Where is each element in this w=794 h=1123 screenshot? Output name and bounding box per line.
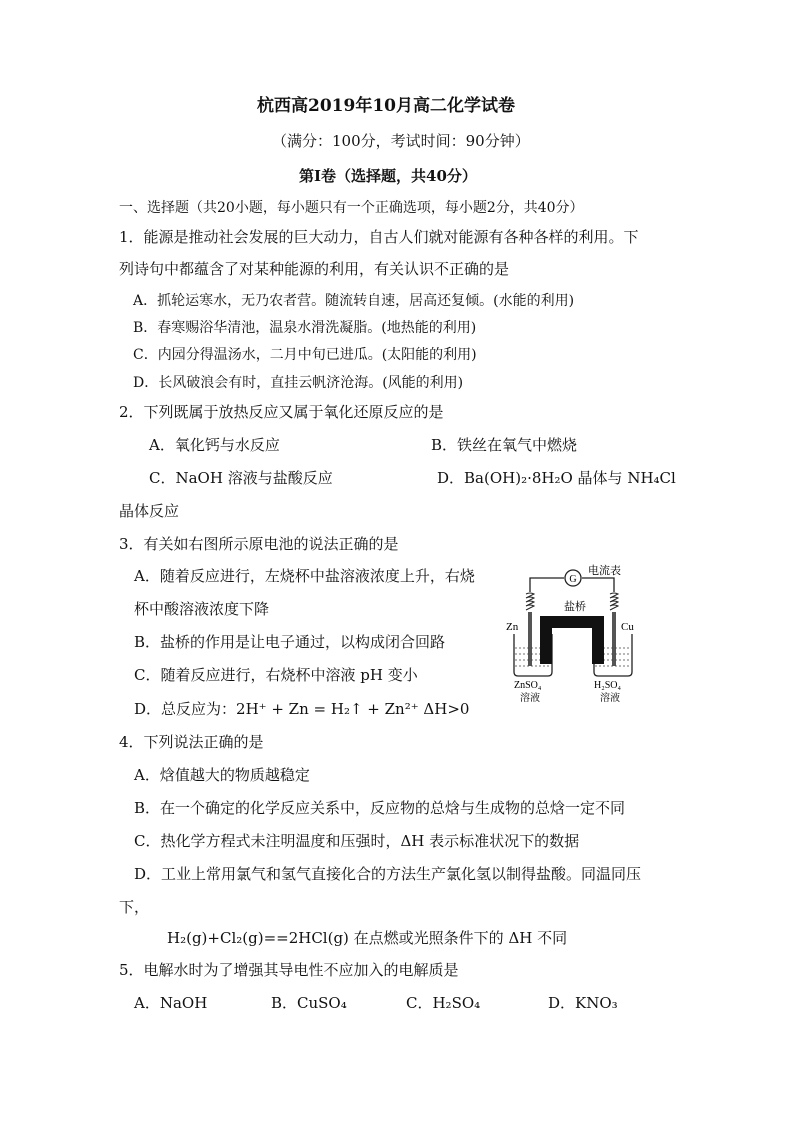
q1-stem-line2: 列诗句中都蕴含了对某种能源的利用，有关认识不正确的是 <box>119 260 510 278</box>
q2-option-d: D．Ba(OH)₂·8H₂O 晶体与 NH₄Cl <box>437 469 676 487</box>
q2-stem: 2．下列既属于放热反应又属于氧化还原反应的是 <box>119 403 444 421</box>
q4-option-c: C．热化学方程式未注明温度和压强时，ΔH 表示标准状况下的数据 <box>134 832 580 850</box>
q5-option-a: A．NaOH <box>134 994 208 1012</box>
left-solution-label: ZnSO₄ <box>514 680 542 691</box>
right-wire <box>582 578 614 592</box>
salt-bridge-label: 盐桥 <box>564 600 586 613</box>
q3-option-a-line2: 杯中酸溶液浓度下降 <box>134 600 270 618</box>
meter-label: 电流表 <box>588 564 621 577</box>
q3-option-c: C．随着反应进行，右烧杯中溶液 pH 变小 <box>134 666 418 684</box>
q3-stem: 3．有关如右图所示原电池的说法正确的是 <box>119 535 399 553</box>
q1-option-d: D．长风破浪会有时，直挂云帆济沧海。(风能的利用) <box>133 375 464 391</box>
galvanic-cell-figure <box>502 562 680 710</box>
q5-option-d: D．KNO₃ <box>548 994 618 1012</box>
q4-stem: 4．下列说法正确的是 <box>119 733 264 751</box>
q1-option-a: A．抓轮运寒水，无乃农者营。随流转自速，居高还复倾。(水能的利用) <box>133 293 575 309</box>
q2-option-d-cont: 晶体反应 <box>119 502 180 520</box>
copper-label: Cu <box>621 621 634 633</box>
q2-option-b: B．铁丝在氧气中燃烧 <box>431 436 578 454</box>
galvanometer-symbol: G <box>569 574 577 585</box>
q2-option-a: A．氧化钙与水反应 <box>149 436 280 454</box>
q4-option-b: B．在一个确定的化学反应关系中，反应物的总焓与生成物的总焓一定不同 <box>134 799 626 817</box>
q4-option-d-line2: 下， <box>119 898 150 916</box>
q4-option-a: A．焓值越大的物质越稳定 <box>134 766 310 784</box>
q3-option-d: D．总反应为：2H⁺ + Zn = H₂↑ + Zn²⁺ ΔH>0 <box>134 700 470 718</box>
q5-option-c: C．H₂SO₄ <box>406 994 481 1012</box>
section-heading: 一、选择题（共20小题，每小题只有一个正确选项，每小题2分，共40分） <box>119 200 584 216</box>
q5-option-b: B．CuSO₄ <box>271 994 347 1012</box>
right-solution-label: H₂SO₄ <box>594 680 621 691</box>
q1-stem-line1: 1．能源是推动社会发展的巨大动力，自古人们就对能源有各种各样的利用。下 <box>119 228 639 246</box>
q2-option-c: C．NaOH 溶液与盐酸反应 <box>149 469 333 487</box>
q3-option-b: B．盐桥的作用是让电子通过，以构成闭合回路 <box>134 633 446 651</box>
left-wire <box>530 578 564 592</box>
copper-electrode <box>612 612 616 666</box>
zinc-label: Zn <box>506 621 519 633</box>
q5-stem: 5．电解水时为了增强其导电性不应加入的电解质是 <box>119 961 459 979</box>
right-clamp <box>610 593 618 610</box>
left-solution-label-2: 溶液 <box>520 693 540 704</box>
salt-bridge <box>540 616 604 664</box>
zinc-electrode <box>528 612 532 666</box>
q1-option-b: B．春寒赐浴华清池，温泉水滑洗凝脂。(地热能的利用) <box>133 320 477 336</box>
volume-heading: 第I卷（选择题，共40分） <box>299 167 477 185</box>
exam-subtitle: （满分：100分，考试时间：90分钟） <box>272 132 530 150</box>
q1-option-c: C．内园分得温汤水，二月中旬已进瓜。(太阳能的利用) <box>133 347 477 363</box>
exam-title: 杭西高2019年10月高二化学试卷 <box>257 96 515 116</box>
q4-option-d-line3: H₂(g)+Cl₂(g)==2HCl(g) 在点燃或光照条件下的 ΔH 不同 <box>167 929 568 947</box>
q4-option-d-line1: D．工业上常用氯气和氢气直接化合的方法生产氯化氢以制得盐酸。同温同压 <box>134 865 642 883</box>
right-solution-label-2: 溶液 <box>600 693 620 704</box>
galvanic-cell-diagram <box>502 562 680 710</box>
q3-option-a-line1: A．随着反应进行，左烧杯中盐溶液浓度上升，右烧 <box>134 567 475 585</box>
left-clamp <box>526 593 534 610</box>
